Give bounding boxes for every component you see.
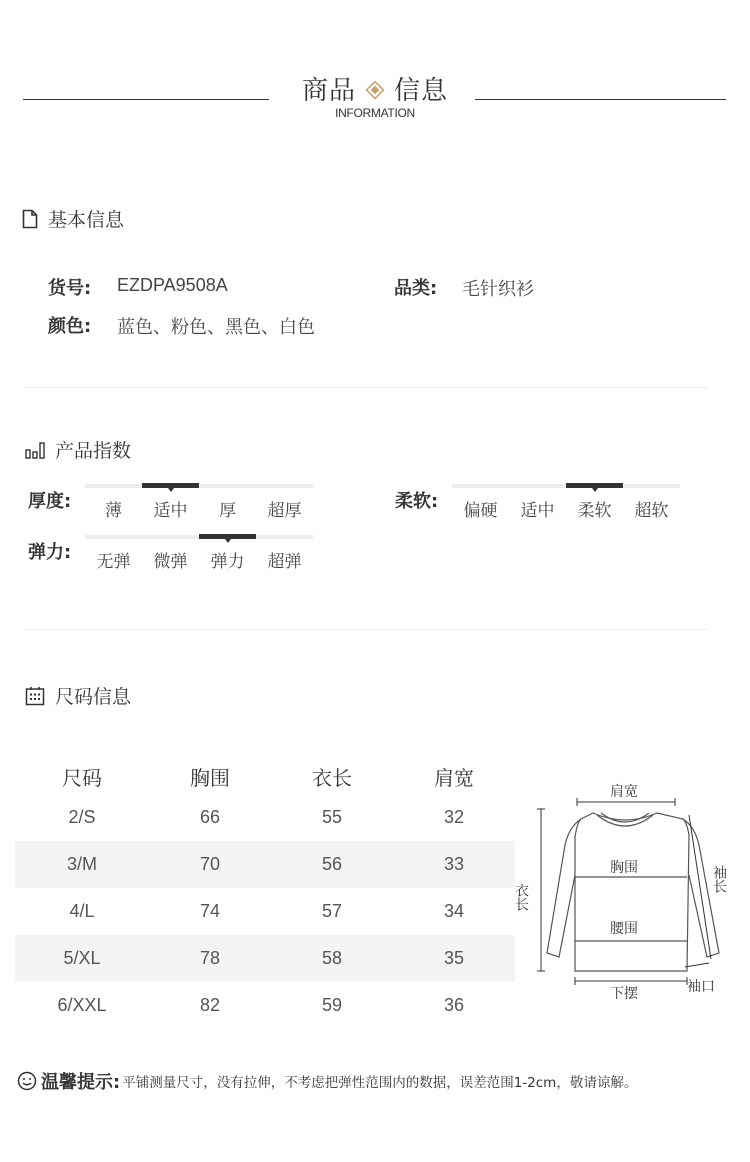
label-hem: 下摆 <box>610 986 638 1002</box>
section-product-index <box>25 436 131 463</box>
size-table-header <box>15 758 515 794</box>
label-sleeve: 袖长 <box>711 865 727 893</box>
tip-bar <box>17 1068 750 1094</box>
table-cell: 70 <box>199 854 221 874</box>
elasticity-marker <box>199 534 256 539</box>
elasticity-label: 弹力: <box>28 542 72 563</box>
document-icon <box>22 209 38 229</box>
thickness-option: 厚 <box>219 501 236 521</box>
elasticity-option: 超弹 <box>267 552 302 572</box>
smile-icon <box>17 1071 37 1091</box>
table-cell: 58 <box>321 948 343 968</box>
page-title <box>0 70 750 107</box>
calendar-grid-icon <box>25 686 45 706</box>
table-cell: 35 <box>443 948 465 968</box>
diamond-ornament-icon <box>366 81 384 99</box>
table-row <box>15 841 515 888</box>
thickness-option: 薄 <box>105 501 122 521</box>
size-table <box>15 758 515 1029</box>
table-row <box>15 982 515 1029</box>
column-header: 胸围 <box>190 765 230 790</box>
table-cell: 59 <box>321 995 343 1015</box>
label-waist: 腰围 <box>610 921 638 937</box>
elasticity-scale <box>85 535 313 575</box>
sweater-outline <box>547 813 719 971</box>
category-label: 品类: <box>394 278 438 299</box>
sku-label: 货号: <box>48 278 92 299</box>
table-row <box>15 888 515 935</box>
softness-option: 超软 <box>634 501 669 521</box>
column-header: 肩宽 <box>434 765 474 790</box>
softness-option: 偏硬 <box>463 501 498 521</box>
page-title-right: 信息 <box>394 76 449 106</box>
section-basic-info <box>22 205 124 232</box>
table-cell: 4/L <box>69 901 95 921</box>
softness-scale <box>452 484 680 524</box>
table-cell: 36 <box>443 995 465 1015</box>
label-cuff: 袖口 <box>687 979 715 995</box>
column-header: 衣长 <box>312 765 352 790</box>
table-cell: 32 <box>443 807 465 827</box>
table-cell: 66 <box>199 807 221 827</box>
table-cell: 56 <box>321 854 343 874</box>
label-length: 衣长 <box>513 883 529 911</box>
sweater-measurement-diagram <box>515 775 750 1005</box>
category-value: 毛针织衫 <box>462 279 534 300</box>
thickness-option: 适中 <box>153 501 188 521</box>
bar-chart-icon <box>25 441 45 459</box>
table-row <box>15 935 515 982</box>
section-basic-info-title: 基本信息 <box>48 209 125 231</box>
table-cell: 78 <box>199 948 221 968</box>
elasticity-option: 微弹 <box>153 552 188 572</box>
softness-option: 柔软 <box>577 501 612 521</box>
elasticity-option: 弹力 <box>210 552 245 572</box>
table-cell: 34 <box>443 901 465 921</box>
table-cell: 57 <box>321 901 343 921</box>
softness-label: 柔软: <box>395 491 439 512</box>
color-value: 蓝色、粉色、黑色、白色 <box>117 317 315 338</box>
color-label: 颜色: <box>48 316 92 337</box>
page-title-left: 商品 <box>301 76 356 106</box>
table-cell: 3/M <box>66 854 97 874</box>
elasticity-option: 无弹 <box>96 552 131 572</box>
section-size-info <box>25 682 131 709</box>
sku-value: EZDPA9508A <box>117 275 228 295</box>
label-shoulder: 肩宽 <box>610 784 638 800</box>
tip-label: 温馨提示: <box>41 1072 121 1093</box>
thickness-option: 超厚 <box>267 501 302 521</box>
thickness-marker <box>142 483 199 488</box>
divider-1 <box>24 387 708 388</box>
divider-2 <box>24 629 708 630</box>
column-header: 尺码 <box>62 765 102 790</box>
table-cell: 82 <box>199 995 221 1015</box>
softness-option: 适中 <box>520 501 555 521</box>
table-cell: 5/XL <box>63 948 101 968</box>
page-subtitle: INFORMATION <box>335 106 415 120</box>
section-size-info-title: 尺码信息 <box>55 686 132 708</box>
label-chest: 胸围 <box>610 860 638 876</box>
table-cell: 55 <box>321 807 343 827</box>
table-row <box>15 794 515 841</box>
thickness-scale <box>85 484 313 524</box>
thickness-track <box>85 484 313 488</box>
section-product-index-title: 产品指数 <box>55 440 132 462</box>
table-cell: 74 <box>199 901 221 921</box>
softness-marker <box>566 483 623 488</box>
thickness-label: 厚度: <box>28 491 72 512</box>
table-cell: 33 <box>443 854 465 874</box>
table-cell: 2/S <box>68 807 96 827</box>
tip-text: 平铺测量尺寸，没有拉伸，不考虑把弹性范围内的数据，误差范围1-2cm，敬请谅解。 <box>122 1075 638 1091</box>
table-cell: 6/XXL <box>57 995 107 1015</box>
